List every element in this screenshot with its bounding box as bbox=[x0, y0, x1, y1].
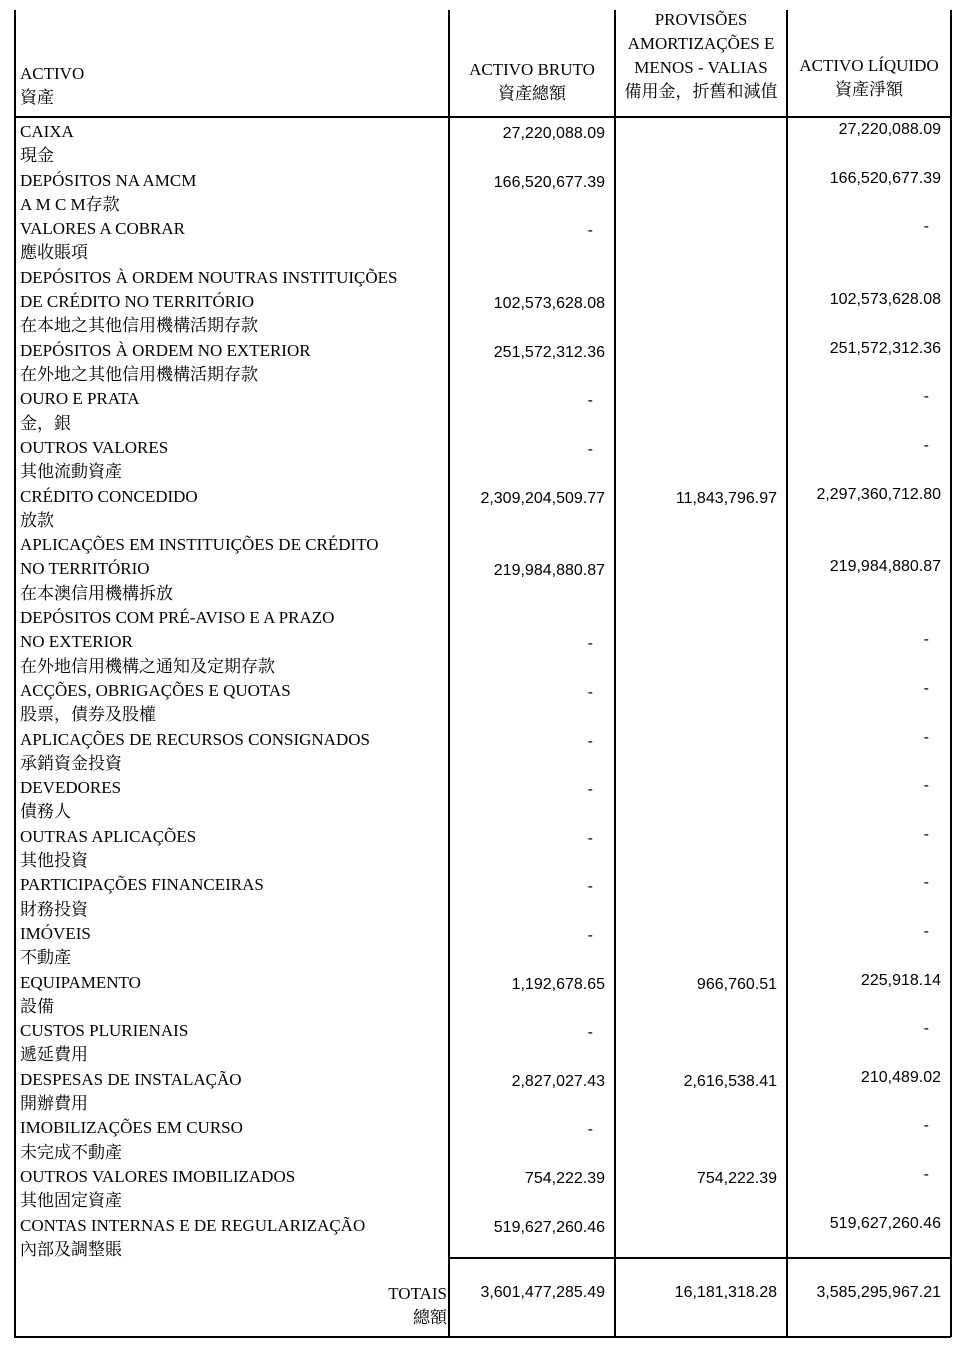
row-value-provisoes: 11,843,796.97 bbox=[675, 489, 777, 507]
row-value-bruto: 2,827,027.43 bbox=[511, 1072, 605, 1090]
row-label-cn: A M C M存款 bbox=[20, 194, 120, 214]
row-value-liquido: 225,918.14 bbox=[860, 971, 941, 989]
row-value-bruto: - bbox=[587, 926, 593, 944]
row-value-liquido: 210,489.02 bbox=[860, 1068, 941, 1086]
row-value-liquido: - bbox=[923, 1020, 929, 1038]
row-label-cn: 財務投資 bbox=[20, 899, 88, 919]
row-value-bruto: - bbox=[587, 781, 593, 799]
row-label-cn: 在外地之其他信用機構活期存款 bbox=[20, 364, 258, 384]
row-value-provisoes: 2,616,538.41 bbox=[683, 1072, 777, 1090]
table-row bbox=[20, 1116, 950, 1165]
header-liquido-label: ACTIVO LÍQUIDO bbox=[799, 56, 939, 75]
table-row bbox=[20, 387, 950, 436]
row-label-cn: 不動產 bbox=[20, 948, 71, 968]
totals-bruto: 3,601,477,285.49 bbox=[480, 1284, 605, 1301]
row-value-liquido: 519,627,260.46 bbox=[829, 1214, 941, 1232]
row-value-liquido: 219,984,880.87 bbox=[829, 558, 941, 576]
row-label-cn: 應收賬項 bbox=[20, 243, 88, 263]
row-label-pt: DEVEDORES bbox=[20, 778, 122, 798]
table-row bbox=[20, 1165, 950, 1214]
row-value-bruto: - bbox=[587, 222, 593, 240]
row-value-bruto: 166,520,677.39 bbox=[493, 173, 605, 191]
table-row bbox=[20, 169, 950, 218]
row-label-cn: 現金 bbox=[20, 146, 54, 166]
row-label-pt: NO TERRITÓRIO bbox=[20, 559, 150, 579]
row-value-bruto: - bbox=[587, 878, 593, 896]
header-prov-line1: PROVISÕES bbox=[654, 10, 748, 29]
totals-provisoes: 16,181,318.28 bbox=[674, 1284, 777, 1301]
row-label-pt: CRÉDITO CONCEDIDO bbox=[20, 486, 198, 506]
row-label-pt: DEPÓSITOS NA AMCM bbox=[20, 170, 197, 190]
row-label-cn: 設備 bbox=[20, 996, 54, 1016]
row-label-pt: DEPÓSITOS À ORDEM NO EXTERIOR bbox=[20, 340, 311, 360]
row-value-bruto: - bbox=[587, 635, 593, 653]
row-label-pt: OUTROS VALORES bbox=[20, 437, 169, 457]
row-label-cn: 股票，債券及股權 bbox=[20, 705, 156, 725]
row-value-liquido: - bbox=[923, 1117, 929, 1135]
row-value-provisoes: 966,760.51 bbox=[696, 975, 777, 993]
row-label-cn: 在外地信用機構之通知及定期存款 bbox=[20, 656, 275, 676]
header-bruto-label: ACTIVO BRUTO bbox=[469, 60, 595, 79]
row-label-pt: DE CRÉDITO NO TERRITÓRIO bbox=[20, 292, 255, 312]
header-activo-cn: 資產 bbox=[20, 88, 54, 107]
row-label-cn: 內部及調整賬 bbox=[20, 1239, 122, 1259]
table-row bbox=[20, 266, 950, 339]
row-value-bruto: 754,222.39 bbox=[524, 1169, 605, 1187]
row-label-cn: 開辦費用 bbox=[20, 1093, 88, 1113]
row-value-bruto: - bbox=[587, 829, 593, 847]
row-label-pt: APLICAÇÕES DE RECURSOS CONSIGNADOS bbox=[20, 729, 370, 749]
table-row bbox=[20, 971, 950, 1020]
table-row bbox=[20, 120, 950, 169]
row-label-cn: 金，銀 bbox=[20, 413, 71, 433]
row-value-bruto: 27,220,088.09 bbox=[502, 125, 605, 142]
row-label-cn: 在本地之其他信用機構活期存款 bbox=[20, 316, 258, 336]
table-row bbox=[20, 679, 950, 728]
row-value-liquido: - bbox=[923, 218, 929, 236]
row-label-cn: 承銷資金投資 bbox=[20, 753, 122, 773]
row-value-liquido: - bbox=[923, 922, 929, 940]
table-row bbox=[20, 339, 950, 388]
row-label-cn: 債務人 bbox=[20, 802, 71, 822]
row-label-pt: APLICAÇÕES EM INSTITUIÇÕES DE CRÉDITO bbox=[20, 535, 379, 555]
row-label-pt: CAIXA bbox=[20, 122, 74, 141]
row-value-bruto: - bbox=[587, 392, 593, 410]
row-value-bruto: 102,573,628.08 bbox=[493, 295, 605, 313]
row-label-cn: 其他投資 bbox=[20, 850, 88, 870]
row-value-bruto: 2,309,204,509.77 bbox=[480, 489, 605, 507]
header-prov-cn: 備用金，折舊和減值 bbox=[624, 82, 778, 101]
row-label-cn: 在本澳信用機構拆放 bbox=[20, 583, 173, 603]
row-value-bruto: - bbox=[587, 683, 593, 701]
row-label-pt: IMOBILIZAÇÕES EM CURSO bbox=[20, 1118, 243, 1138]
row-label-cn: 其他固定資產 bbox=[20, 1191, 122, 1211]
row-value-liquido: 166,520,677.39 bbox=[829, 169, 941, 187]
row-value-bruto: - bbox=[587, 1121, 593, 1139]
rule-right bbox=[950, 10, 952, 1337]
table-row bbox=[20, 533, 950, 606]
rule-left bbox=[14, 10, 16, 1337]
row-value-liquido: - bbox=[923, 631, 929, 649]
row-label-pt: EQUIPAMENTO bbox=[20, 972, 141, 992]
table-row bbox=[20, 728, 950, 777]
row-label-cn: 遞延費用 bbox=[20, 1045, 88, 1065]
row-value-liquido: - bbox=[923, 436, 929, 454]
row-value-liquido: 27,220,088.09 bbox=[838, 121, 941, 138]
row-value-bruto: 251,572,312.36 bbox=[493, 343, 605, 361]
row-value-bruto: - bbox=[587, 1024, 593, 1042]
row-value-liquido: - bbox=[923, 1165, 929, 1183]
rule-header-bottom bbox=[14, 116, 951, 118]
table-row bbox=[20, 1019, 950, 1068]
table-row bbox=[20, 606, 950, 679]
row-value-liquido: - bbox=[923, 825, 929, 843]
row-value-liquido: - bbox=[923, 388, 929, 406]
header-prov-line3: MENOS - VALIAS bbox=[634, 58, 768, 77]
row-label-pt: OURO E PRATA bbox=[20, 389, 140, 409]
row-label-pt: OUTRAS APLICAÇÕES bbox=[20, 826, 197, 846]
row-label-pt: DEPÓSITOS COM PRÉ-AVISO E A PRAZO bbox=[20, 608, 335, 627]
row-label-pt: NO EXTERIOR bbox=[20, 632, 133, 652]
totals-label-pt: TOTAIS bbox=[388, 1284, 447, 1303]
totals-label bbox=[388, 1282, 447, 1330]
row-label-pt: OUTROS VALORES IMOBILIZADOS bbox=[20, 1166, 296, 1186]
table-row bbox=[20, 436, 950, 485]
header-liquido bbox=[787, 54, 951, 102]
table-row bbox=[20, 485, 950, 534]
row-value-liquido: - bbox=[923, 874, 929, 892]
row-label-pt: PARTICIPAÇÕES FINANCEIRAS bbox=[20, 875, 264, 895]
row-label-cn: 其他流動資產 bbox=[20, 462, 122, 482]
header-liquido-cn: 資產淨額 bbox=[835, 80, 903, 99]
header-prov-line2: AMORTIZAÇÕES E bbox=[627, 34, 775, 53]
row-label-pt: IMÓVEIS bbox=[20, 923, 91, 943]
row-label-pt: DESPESAS DE INSTALAÇÃO bbox=[20, 1069, 242, 1089]
row-value-bruto: 1,192,678.65 bbox=[511, 975, 605, 993]
row-label-cn: 放款 bbox=[20, 510, 54, 530]
row-label-cn: 未完成不動產 bbox=[20, 1142, 122, 1162]
header-bruto bbox=[449, 58, 615, 106]
row-value-liquido: - bbox=[923, 728, 929, 746]
row-label-pt: ACÇÕES, OBRIGAÇÕES E QUOTAS bbox=[20, 680, 291, 700]
table-row bbox=[20, 922, 950, 971]
header-activo-label: ACTIVO bbox=[20, 64, 85, 83]
row-value-provisoes: 754,222.39 bbox=[696, 1169, 777, 1187]
row-value-bruto: - bbox=[587, 440, 593, 458]
table-row bbox=[20, 1214, 950, 1263]
table-row bbox=[20, 825, 950, 874]
totals-liquido: 3,585,295,967.21 bbox=[816, 1284, 941, 1301]
row-value-liquido: 2,297,360,712.80 bbox=[816, 485, 941, 503]
header-activo bbox=[20, 62, 84, 110]
table-row bbox=[20, 776, 950, 825]
table-row bbox=[20, 873, 950, 922]
row-value-liquido: - bbox=[923, 679, 929, 697]
row-value-bruto: 519,627,260.46 bbox=[493, 1218, 605, 1236]
row-value-liquido: 251,572,312.36 bbox=[829, 339, 941, 357]
row-value-liquido: 102,573,628.08 bbox=[829, 291, 941, 309]
table-row bbox=[20, 217, 950, 266]
row-value-bruto: - bbox=[587, 732, 593, 750]
row-label-pt: CONTAS INTERNAS E DE REGULARIZAÇÃO bbox=[20, 1215, 366, 1235]
row-label-pt: VALORES A COBRAR bbox=[20, 219, 186, 239]
rule-bottom bbox=[14, 1336, 951, 1338]
table-row bbox=[20, 1068, 950, 1117]
header-bruto-cn: 資產總額 bbox=[498, 84, 566, 103]
totals-label-cn: 總額 bbox=[413, 1308, 447, 1327]
row-label-pt: DEPÓSITOS À ORDEM NOUTRAS INSTITUIÇÕES bbox=[20, 267, 398, 287]
header-provisoes bbox=[615, 8, 787, 104]
row-label-pt: CUSTOS PLURIENAIS bbox=[20, 1021, 189, 1041]
row-value-bruto: 219,984,880.87 bbox=[493, 562, 605, 580]
row-value-liquido: - bbox=[923, 777, 929, 795]
